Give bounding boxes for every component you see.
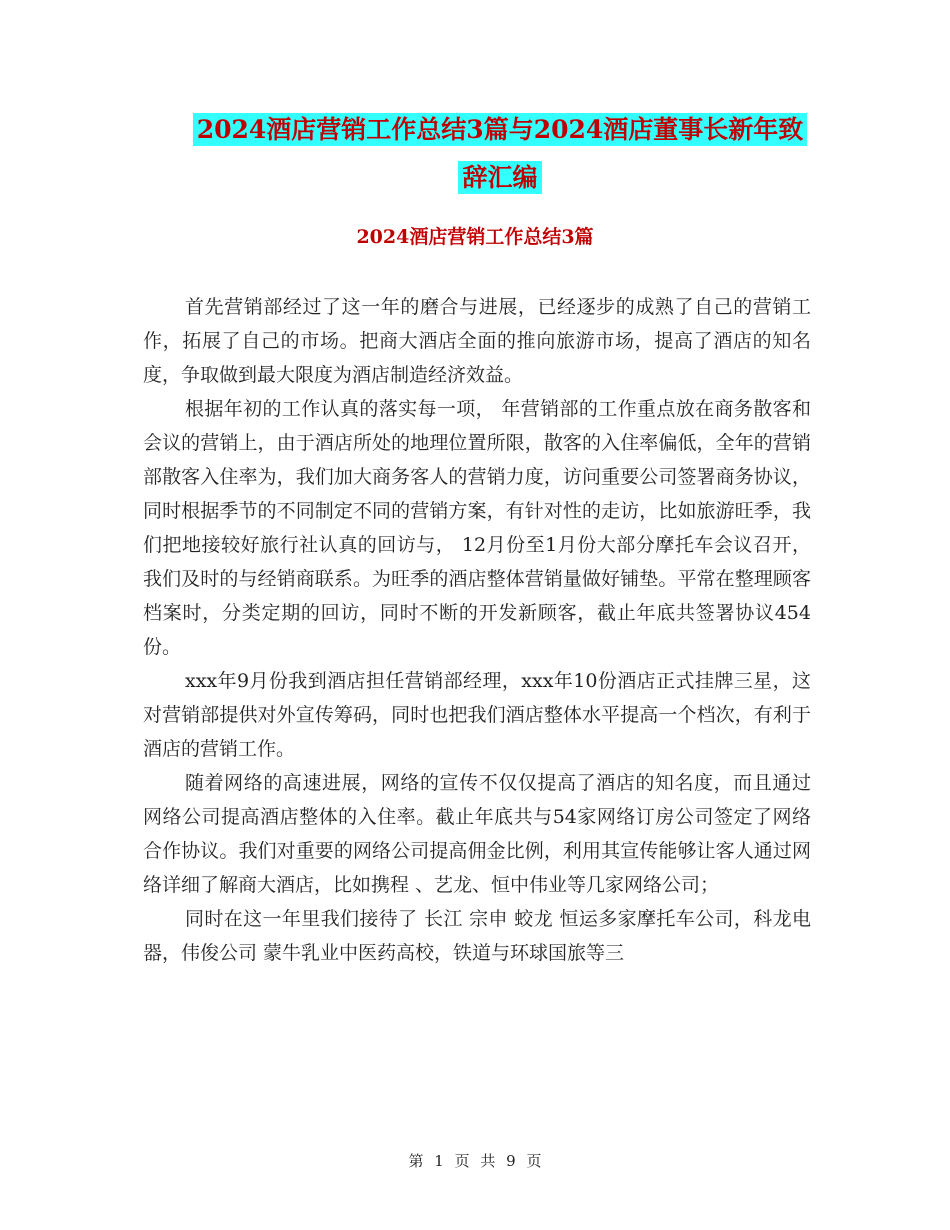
paragraph-2: 根据年初的工作认真的落实每一项， 年营销部的工作重点放在商务散客和会议的营销上，由于酒店所处的地理位置所限，散客的入住率偏低，全年的营销部散客入住率为，我们加大商务客人的营销力度，访问重要公司签署商务协议，同时根据季节的不同制定不同的营销方案，有针对性的走访，比如旅游旺季，我们把地接较好旅行社认真的回访与， 12月份至1月份大部分摩托车会议召开，我们及时的与经销商联系。为旺季的酒店整体营销量做好铺垫。平常在整理顾客档案时，分类定期的回访，同时不断的开发新顾客，截止年底共签署协议454份。 xyxy=(143,398,811,658)
document-title xyxy=(180,106,820,202)
page-footer: 第 1 页 共 9 页 xyxy=(408,1152,542,1170)
paragraph-5: 同时在这一年里我们接待了 长江 宗申 蛟龙 恒运多家摩托车公司，科龙电器，伟俊公司 蒙牛乳业中医药高校，铁道与环球国旅等三 xyxy=(143,908,811,964)
paragraph-3: xxx年9月份我到酒店担任营销部经理，xxx年10份酒店正式挂牌三星，这对营销部提供对外宣传筹码，同时也把我们酒店整体水平提高一个档次，有利于酒店的营销工作。 xyxy=(143,670,811,760)
section-title: 2024酒店营销工作总结3篇 xyxy=(356,226,594,248)
paragraph-4: 随着网络的高速进展，网络的宣传不仅仅提高了酒店的知名度，而且通过网络公司提高酒店整体的入住率。截止年底共与54家网络订房公司签定了网络合作协议。我们对重要的网络公司提高佣金比例，利用其宣传能够让客人通过网络详细了解商大酒店，比如携程 、艺龙、恒中伟业等几家网络公司； xyxy=(143,772,811,896)
paragraph-1: 首先营销部经过了这一年的磨合与进展，已经逐步的成熟了自己的营销工作，拓展了自己的市场。把商大酒店全面的推向旅游市场，提高了酒店的知名度，争取做到最大限度为酒店制造经济效益。 xyxy=(143,296,811,386)
document-title-line1: 2024酒店营销工作总结3篇与2024酒店董事长新年致 xyxy=(193,113,808,146)
document-title-line2: 辞汇编 xyxy=(458,161,541,194)
document-body xyxy=(143,290,811,970)
